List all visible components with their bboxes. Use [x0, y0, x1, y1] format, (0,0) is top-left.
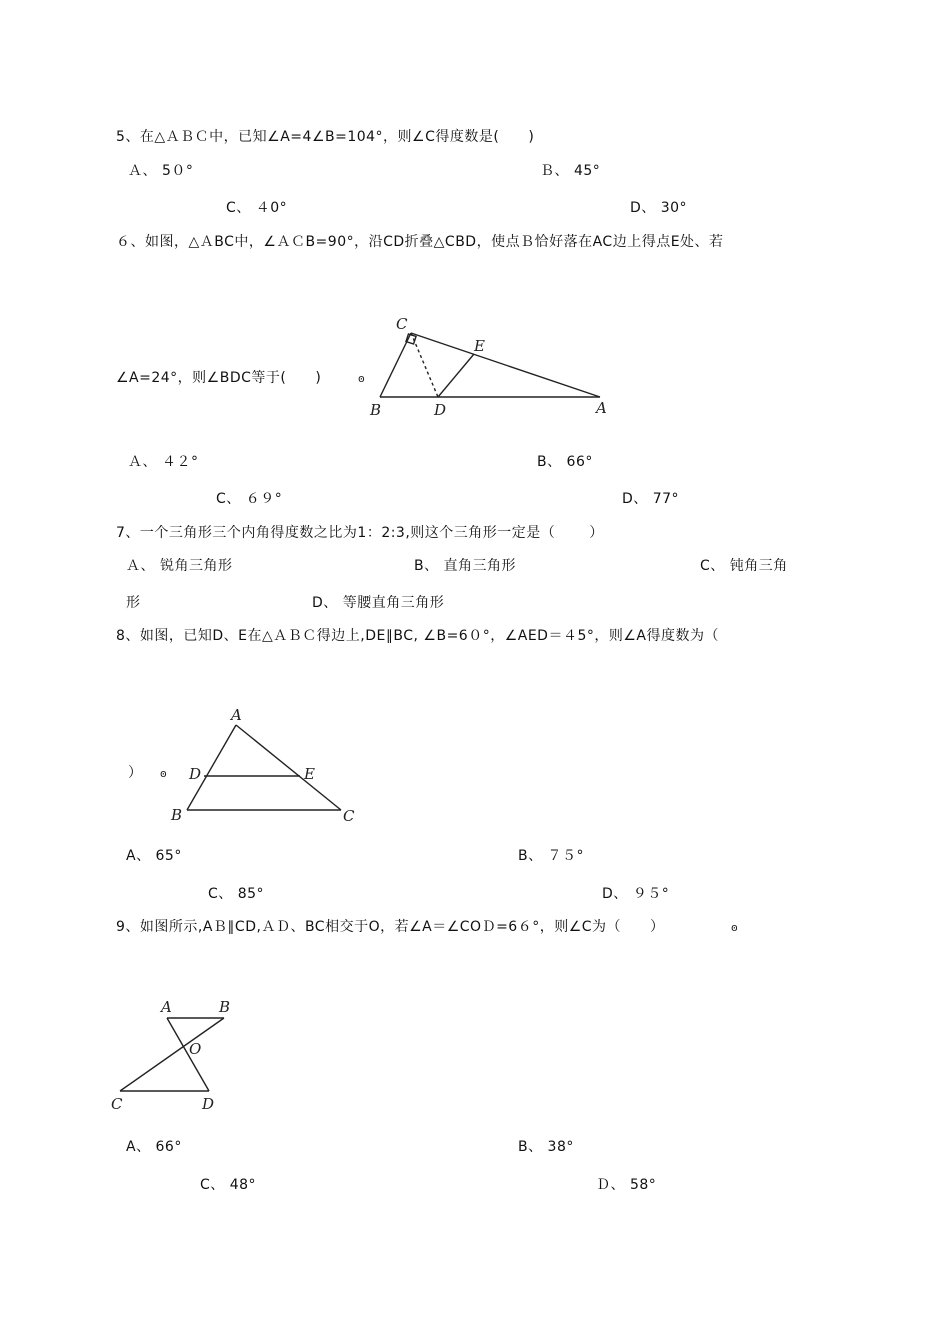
q6-fold-cd	[411, 333, 438, 397]
q9-label-d: D	[202, 1095, 215, 1113]
q8-label-a: A	[231, 706, 242, 724]
q8-figure	[165, 700, 365, 830]
q5-option-d: D、 30°	[630, 200, 688, 216]
q9-end-mark: ꙩ	[731, 921, 738, 934]
q6-option-c: C、 ６９°	[216, 491, 283, 507]
q6-label-b: B	[370, 401, 382, 419]
q9-segment-bc	[120, 1018, 224, 1091]
q6-option-a: Ａ、 ４２°	[128, 454, 199, 470]
q8-option-b: B、 ７５°	[518, 848, 585, 864]
q8-option-d: D、 ９５°	[602, 886, 670, 902]
q7-option-c: C、 钝角三角	[700, 558, 788, 574]
q6-figure	[360, 310, 620, 420]
q6-stem-continued: ∠A=24°，则∠BDC等于( )	[116, 370, 322, 386]
q6-end-mark: ꙩ	[358, 372, 365, 385]
q5-option-b: Ｂ、 45°	[540, 163, 601, 179]
q6-side-ca	[411, 333, 600, 397]
q8-label-c: C	[343, 807, 355, 825]
q8-option-c: C、 85°	[208, 886, 265, 902]
q6-stem: ６、如图，△ＡBC中，∠ＡＣB=90°，沿CD折叠△CBD，使点Ｂ恰好落在AC边上得点E处、若	[116, 234, 724, 250]
q9-figure	[105, 995, 245, 1115]
q8-label-d: D	[189, 765, 202, 783]
q6-label-a: A	[596, 399, 607, 417]
q9-label-c: C	[111, 1095, 123, 1113]
q6-segment-de	[438, 354, 474, 397]
q7-option-d: D、 等腰直角三角形	[312, 595, 445, 611]
q9-option-c: C、 48°	[200, 1177, 257, 1193]
q9-label-a: A	[161, 998, 172, 1016]
q8-label-b: B	[171, 806, 183, 824]
q7-stem: 7、一个三角形三个内角得度数之比为1：2:3,则这个三角形一定是（ ）	[116, 525, 604, 541]
q7-option-a: Ａ、 锐角三角形	[126, 558, 233, 574]
q9-option-b: B、 38°	[518, 1139, 574, 1155]
q8-stem-continued: ）	[128, 765, 143, 781]
q8-stem: 8、如图，已知D、E在△ＡＢＣ得边上,DE∥BC, ∠B=6０°，∠AED＝４5°，则∠A得度数为（	[116, 628, 719, 644]
q5-option-c: C、 ４0°	[226, 200, 288, 216]
q6-option-b: B、 66°	[537, 454, 593, 470]
q7-option-c-continued: 形	[126, 595, 141, 611]
q6-label-d: D	[434, 401, 447, 419]
q9-label-b: B	[219, 998, 231, 1016]
q6-option-d: D、 77°	[622, 491, 680, 507]
q6-label-c: C	[396, 315, 408, 333]
q5-stem: 5、在△ＡＢＣ中，已知∠A=4∠B=104°，则∠C得度数是( )	[116, 129, 535, 145]
q7-option-b: B、 直角三角形	[414, 558, 517, 574]
q8-side-ac	[236, 725, 341, 810]
q9-stem: 9、如图所示,AＢ∥CD,ＡＤ、BC相交于O，若∠A＝∠COＤ=6６°，则∠C为（ ）	[116, 919, 665, 935]
q6-label-e: E	[474, 337, 485, 355]
q6-side-cb	[380, 333, 411, 397]
q6-right-angle-mark	[406, 334, 416, 344]
q9-label-o: O	[189, 1040, 202, 1058]
q8-end-mark: ꙩ	[160, 767, 167, 780]
q9-option-d: Ｄ、 58°	[596, 1177, 657, 1193]
q5-option-a: Ａ、 5０°	[128, 163, 194, 179]
q9-option-a: A、 66°	[126, 1139, 182, 1155]
q8-option-a: A、 65°	[126, 848, 182, 864]
q8-label-e: E	[304, 765, 315, 783]
q9-segment-ad	[167, 1018, 209, 1091]
